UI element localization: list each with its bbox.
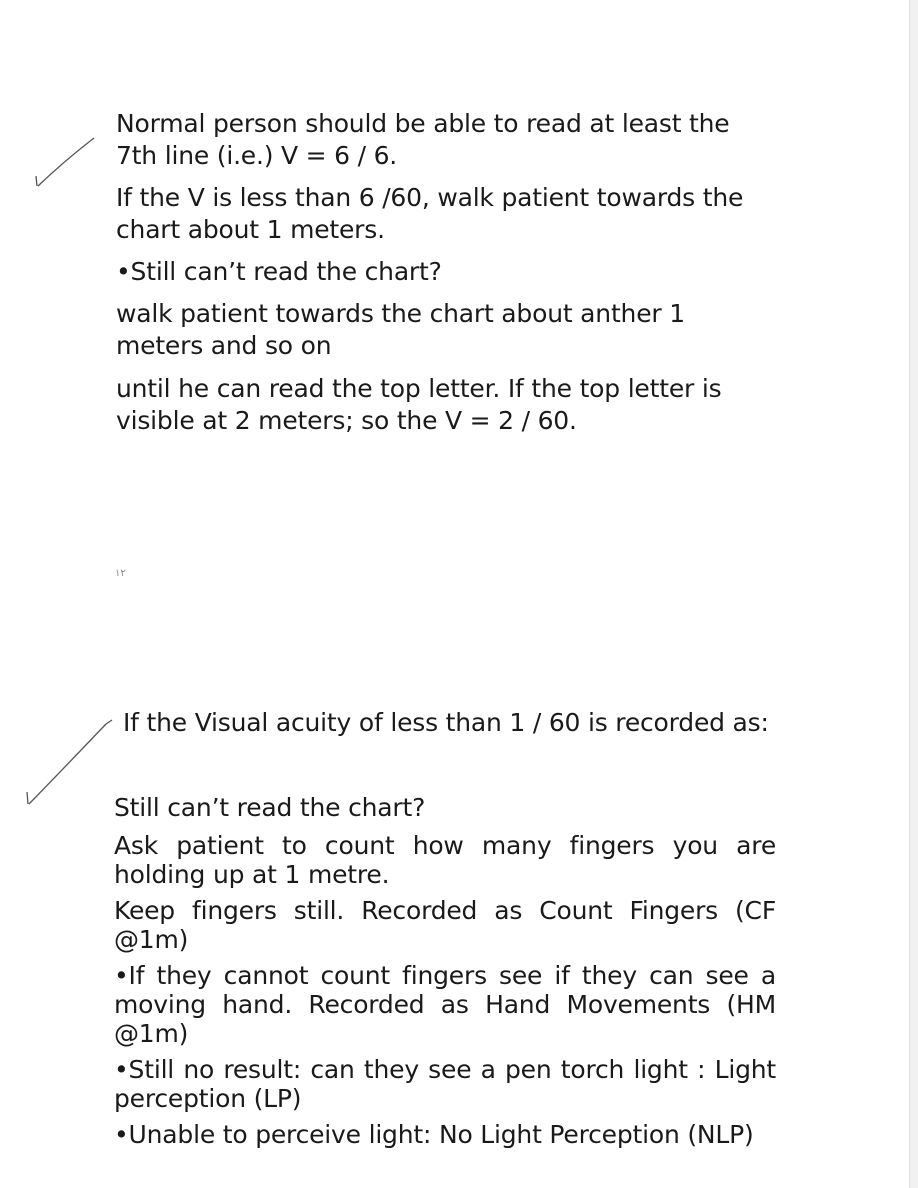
check-mark-icon: [28, 132, 108, 192]
section-heading: If the Visual acuity of less than 1 / 60 is recorded as:: [123, 708, 769, 737]
paragraph-top-letter: until he can read the top letter. If the top letter is visible at 2 meters; so the V = 2 / 60.: [116, 374, 722, 435]
page-number: ١٢: [115, 568, 126, 579]
bullet-hand-movements: •If they cannot count fingers see if they can see a moving hand. Recorded as Hand Movements (HM @1m): [114, 961, 776, 1048]
paragraph-walk-again: walk patient towards the chart about anther 1 meters and so on: [116, 299, 685, 360]
paragraph-walk-patient: If the V is less than 6 /60, walk patient towards the chart about 1 meters.: [116, 183, 744, 244]
bullet-still-cant-read: •Still can’t read the chart?: [116, 257, 442, 286]
bullet-no-light-perception: •Unable to perceive light: No Light Perception (NLP): [114, 1120, 754, 1149]
bullet-light-perception: •Still no result: can they see a pen torch light : Light perception (LP): [114, 1055, 776, 1113]
check-mark-icon: [20, 712, 120, 812]
paragraph-count-fingers: Ask patient to count how many fingers you are holding up at 1 metre.: [114, 831, 776, 889]
scan-edge: [909, 0, 918, 1188]
paragraph-normal-vision: Normal person should be able to read at least the 7th line (i.e.) V = 6 / 6.: [116, 109, 730, 170]
question-still-cant-read: Still can’t read the chart?: [114, 793, 426, 822]
paragraph-keep-fingers-still: Keep fingers still. Recorded as Count Fingers (CF @1m): [114, 896, 776, 954]
